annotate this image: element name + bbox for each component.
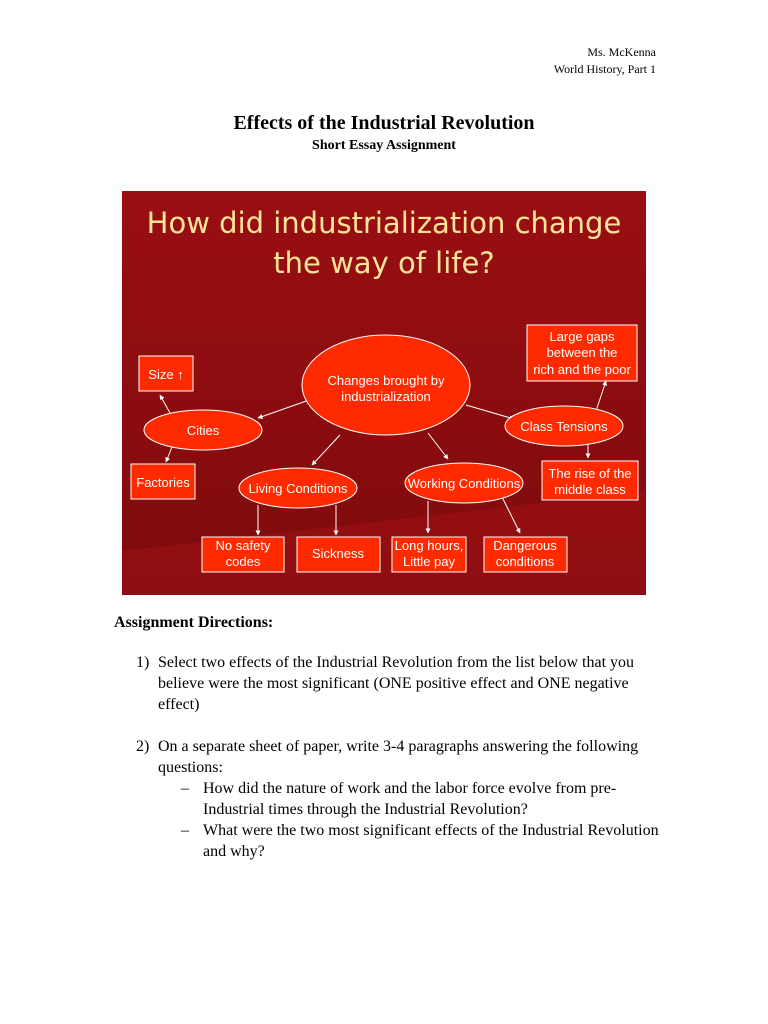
direction-item-1 <box>114 652 674 715</box>
slide-question-line-1: How did industrialization change <box>146 206 622 240</box>
directions-heading: Assignment Directions: <box>114 614 274 631</box>
question-list <box>158 778 674 862</box>
hours-label-line-1: Long hours, <box>394 538 464 553</box>
middle-class-label-line-1: The rise of the <box>548 466 632 481</box>
living-conditions-label: Living Conditions <box>248 481 348 496</box>
gaps-label-line-3: rich and the poor <box>533 362 631 377</box>
working-conditions-label: Working Conditions <box>407 476 521 491</box>
hours-label-line-2: Little pay <box>402 554 456 569</box>
direction-item-2 <box>114 736 674 862</box>
directions-list <box>114 652 674 883</box>
document-header <box>554 44 656 78</box>
question-1-text: How did the nature of work and the labor force evolve from pre-Industrial times through the Industrial Revolution? <box>203 780 617 818</box>
cities-label: Cities <box>186 423 220 438</box>
factories-label: Factories <box>136 475 190 490</box>
size-label: Size ↑ <box>148 367 184 382</box>
page-subtitle: Short Essay Assignment <box>312 138 456 153</box>
teacher-name: Ms. McKenna <box>587 45 656 59</box>
question-item-2 <box>158 820 674 862</box>
concept-map-slide <box>122 191 646 595</box>
center-label-line-2: industrialization <box>341 389 431 404</box>
direction-item-1-text: Select two effects of the Industrial Revolution from the list below that you believe were the most significant (ONE positive effect and ONE negative effect) <box>158 654 635 713</box>
course-name: World History, Part 1 <box>553 62 656 76</box>
dash-bullet: – <box>181 780 189 797</box>
direction-item-1-number: 1) <box>136 654 150 671</box>
middle-class-label-line-2: middle class <box>554 482 626 497</box>
slide-question-line-2: the way of life? <box>273 246 495 280</box>
gaps-label-line-2: between the <box>546 345 618 360</box>
page-title: Effects of the Industrial Revolution <box>233 112 535 134</box>
sickness-label: Sickness <box>311 546 365 561</box>
question-item-1 <box>158 778 674 820</box>
concept-map-graphic <box>122 191 646 595</box>
center-label-line-1: Changes brought by <box>327 373 445 388</box>
danger-label-line-2: conditions <box>495 554 555 569</box>
gaps-label-line-1: Large gaps <box>549 329 615 344</box>
safety-label-line-2: codes <box>225 554 261 569</box>
direction-item-2-text: On a separate sheet of paper, write 3-4 paragraphs answering the following questions: <box>158 738 639 776</box>
question-2-text: What were the two most significant effects of the Industrial Revolution and why? <box>203 822 659 860</box>
class-tensions-label: Class Tensions <box>520 419 608 434</box>
direction-item-2-number: 2) <box>136 738 150 755</box>
dash-bullet: – <box>181 822 189 839</box>
danger-label-line-1: Dangerous <box>493 538 557 553</box>
safety-label-line-1: No safety <box>215 538 271 553</box>
